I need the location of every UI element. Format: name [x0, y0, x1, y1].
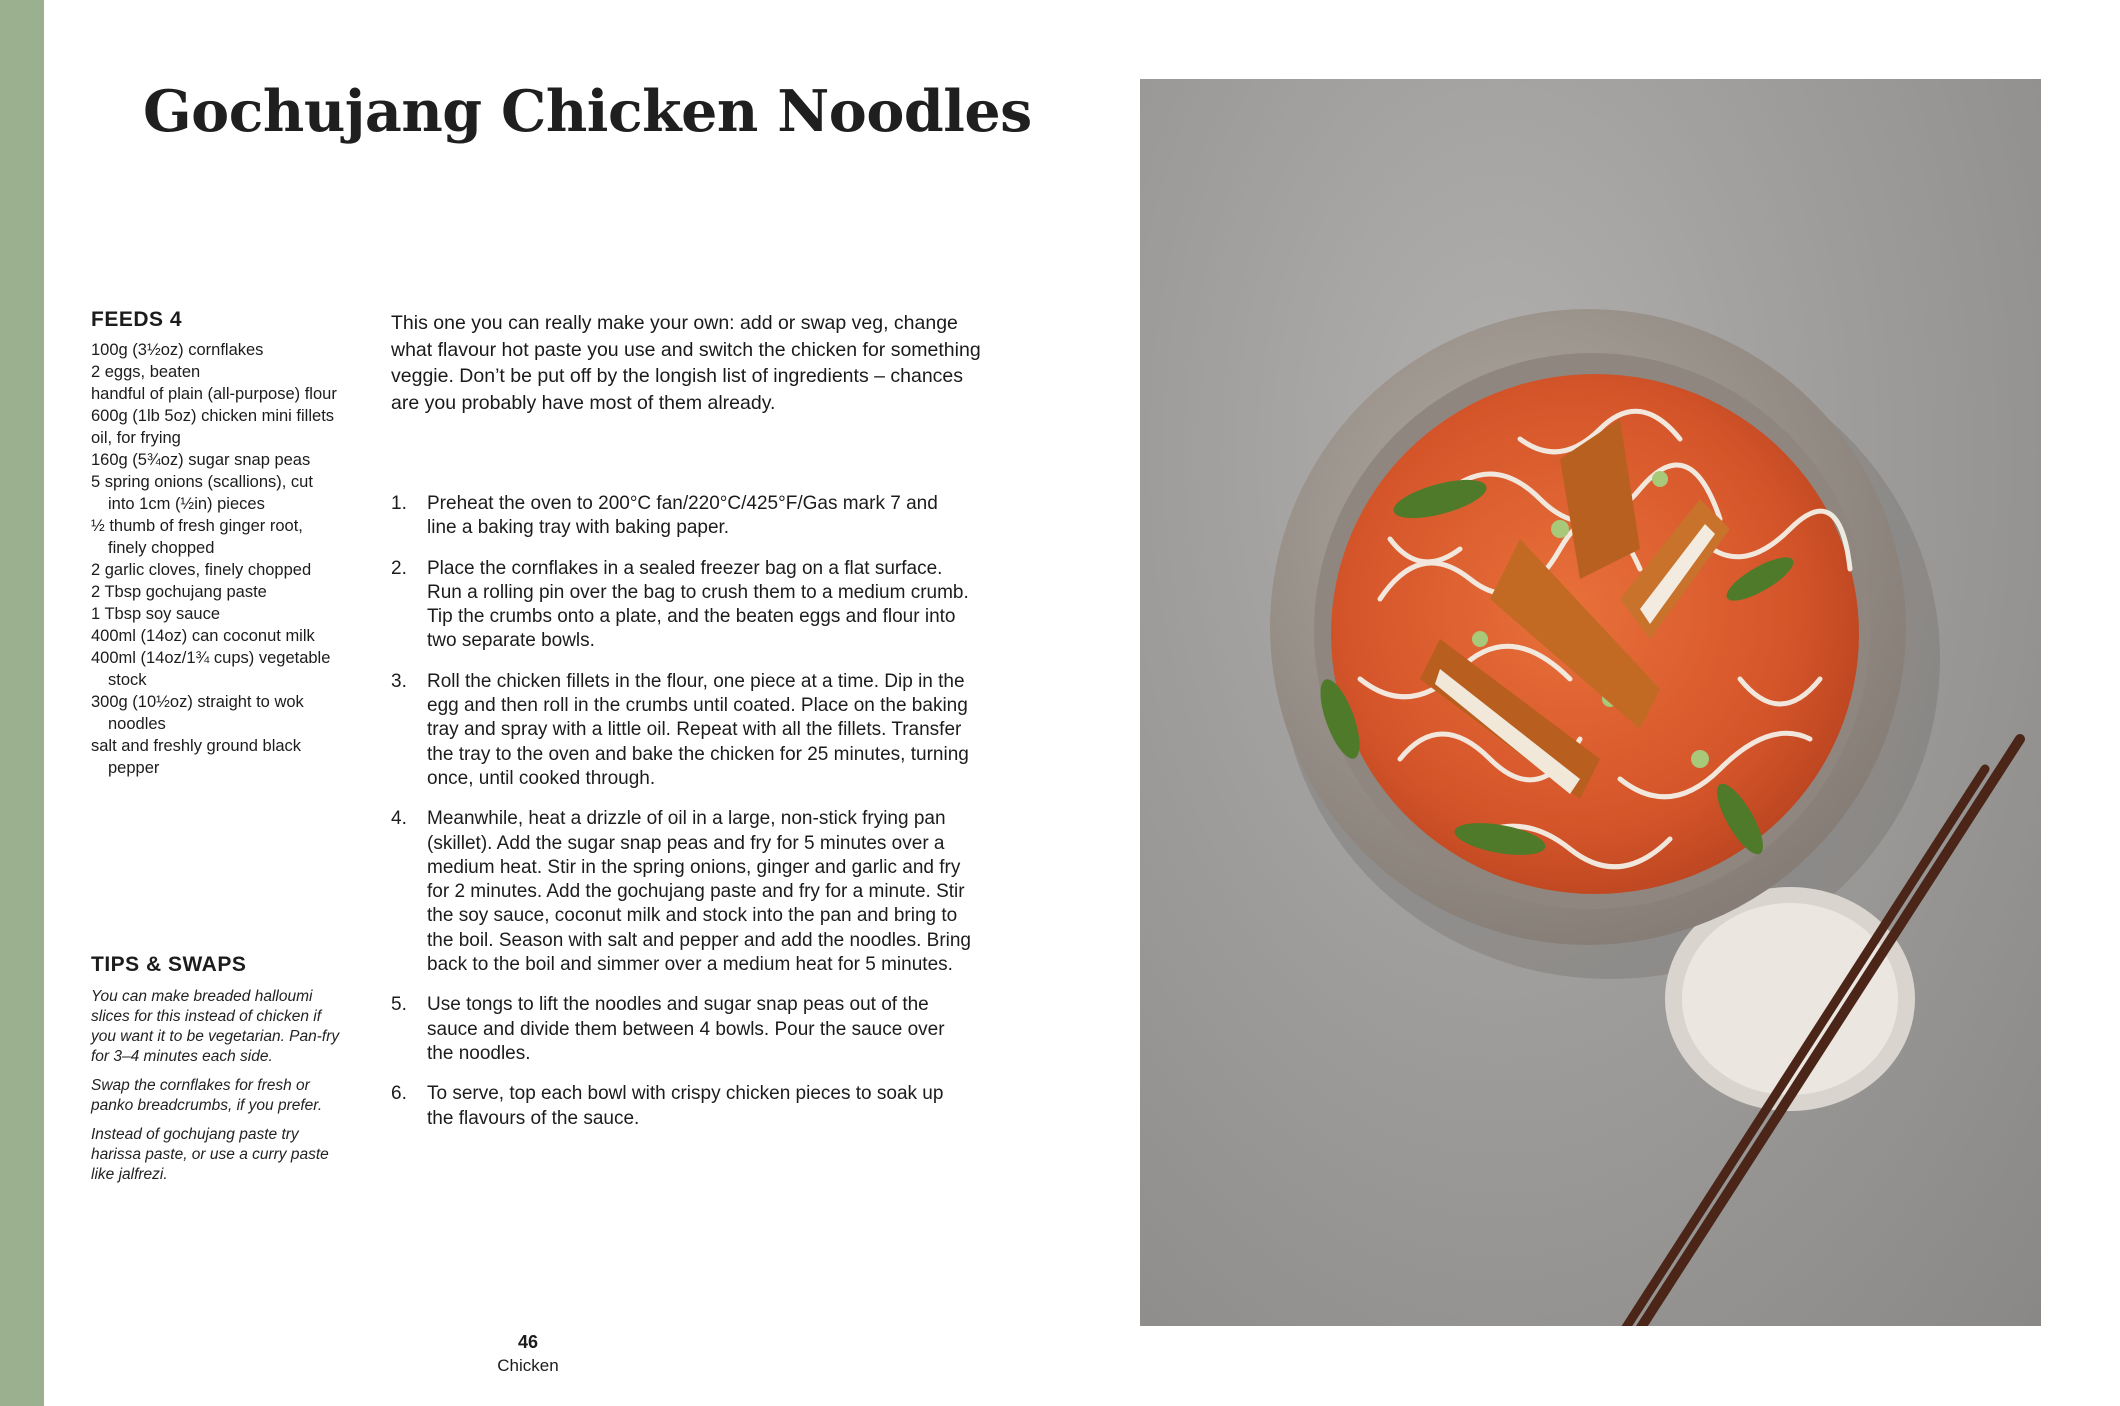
tip-item: Instead of gochujang paste try harissa paste, or use a curry paste like jalfrezi. — [91, 1126, 329, 1183]
ingredient-item: 400ml (14oz/1¾ cups) vegetable stock — [91, 649, 331, 689]
page-spine-band — [0, 0, 44, 1406]
ingredient-item: 2 Tbsp gochujang paste — [91, 583, 267, 601]
step-number: 2. — [391, 557, 407, 579]
method-steps — [391, 492, 971, 1147]
ingredient-item: 2 garlic cloves, finely chopped — [91, 561, 312, 579]
section-name: Chicken — [497, 1356, 559, 1375]
ingredient-item: 100g (3½oz) cornflakes — [91, 341, 264, 359]
step-text: Use tongs to lift the noodles and sugar snap peas out of the sauce and divide them between 4 bowls. Pour the sauce over the noodles. — [427, 994, 945, 1064]
ingredient-item: 2 eggs, beaten — [91, 363, 201, 381]
step-text: To serve, top each bowl with crispy chicken pieces to soak up the flavours of the sauce. — [427, 1083, 944, 1129]
ingredient-item: 160g (5¾oz) sugar snap peas — [91, 451, 311, 469]
ingredients-panel — [91, 308, 341, 779]
step-number: 4. — [391, 808, 407, 830]
recipe-intro: This one you can really make your own: add or swap veg, change what flavour hot paste you use and switch the chicken for something veggie. Don’t be put off by the longish list of ingredients – chances are you probably have most of them already. — [391, 312, 981, 414]
ingredient-item: 300g (10½oz) straight to wok noodles — [91, 693, 304, 733]
recipe-photo — [1140, 79, 2041, 1326]
ingredient-item: ½ thumb of fresh ginger root, finely chopped — [91, 517, 303, 557]
page-number: 46 — [517, 1332, 539, 1352]
step-number: 6. — [391, 1083, 407, 1105]
ingredient-item: salt and freshly ground black pepper — [91, 737, 302, 777]
ingredient-item: 1 Tbsp soy sauce — [91, 605, 221, 623]
method-step — [391, 670, 971, 791]
tips-panel — [91, 953, 341, 1194]
step-number: 1. — [391, 493, 407, 514]
method-step — [391, 557, 971, 654]
step-text: Meanwhile, heat a drizzle of oil in a large, non-stick frying pan (skillet). Add the sugar snap peas and fry for 5 minutes over a medium heat. Stir in the spring onions, ginger and garlic and fry for 2 minutes. Add the gochujang paste and fry for a minute. Stir the soy sauce, coconut milk and stock into the pan and bring to the boil. Season with salt and pepper and add the noodles. Bring back to the boil and simmer over a medium heat for 5 minutes. — [427, 808, 971, 976]
step-number: 3. — [391, 670, 407, 692]
step-number: 5. — [391, 994, 407, 1016]
tip-item: Swap the cornflakes for fresh or panko breadcrumbs, if you prefer. — [91, 1077, 323, 1114]
method-step — [391, 1082, 971, 1131]
tips-list — [91, 987, 341, 1185]
tip-item: You can make breaded halloumi slices for this instead of chicken if you want it to be vegetarian. Pan-fry for 3–4 minutes each side. — [91, 988, 340, 1065]
recipe-title: Gochujang Chicken Noodles — [143, 78, 1032, 145]
method-step — [391, 492, 971, 541]
tips-heading: TIPS & SWAPS — [91, 953, 247, 976]
step-text: Roll the chicken fillets in the flour, one piece at a time. Dip in the egg and then roll in the crumbs until coated. Place on the baking tray and spray with a little oil. Repeat with all the fillets. Transfer the tray to the oven and bake the chicken for 25 minutes, turning once, until cooked through. — [427, 670, 969, 789]
ingredient-item: 400ml (14oz) can coconut milk — [91, 627, 315, 645]
page-footer — [430, 1330, 626, 1378]
ingredient-item: handful of plain (all-purpose) flour — [91, 385, 337, 403]
method-step — [391, 993, 971, 1066]
ingredient-item: 5 spring onions (scallions), cut into 1cm (½in) pieces — [91, 473, 313, 513]
feeds-heading: FEEDS 4 — [91, 308, 183, 331]
ingredient-item: 600g (1lb 5oz) chicken mini fillets — [91, 407, 335, 425]
noodle-bowl-illustration — [1140, 79, 2041, 1326]
method-step — [391, 807, 971, 977]
ingredient-item: oil, for frying — [91, 429, 181, 447]
ingredient-list — [91, 339, 341, 779]
step-text: Preheat the oven to 200°C fan/220°C/425°F/Gas mark 7 and line a baking tray with baking paper. — [427, 493, 938, 539]
step-text: Place the cornflakes in a sealed freezer bag on a flat surface. Run a rolling pin over the bag to crush them to a medium crumb. Tip the crumbs onto a plate, and the beaten eggs and flour into two separate bowls. — [427, 557, 969, 652]
